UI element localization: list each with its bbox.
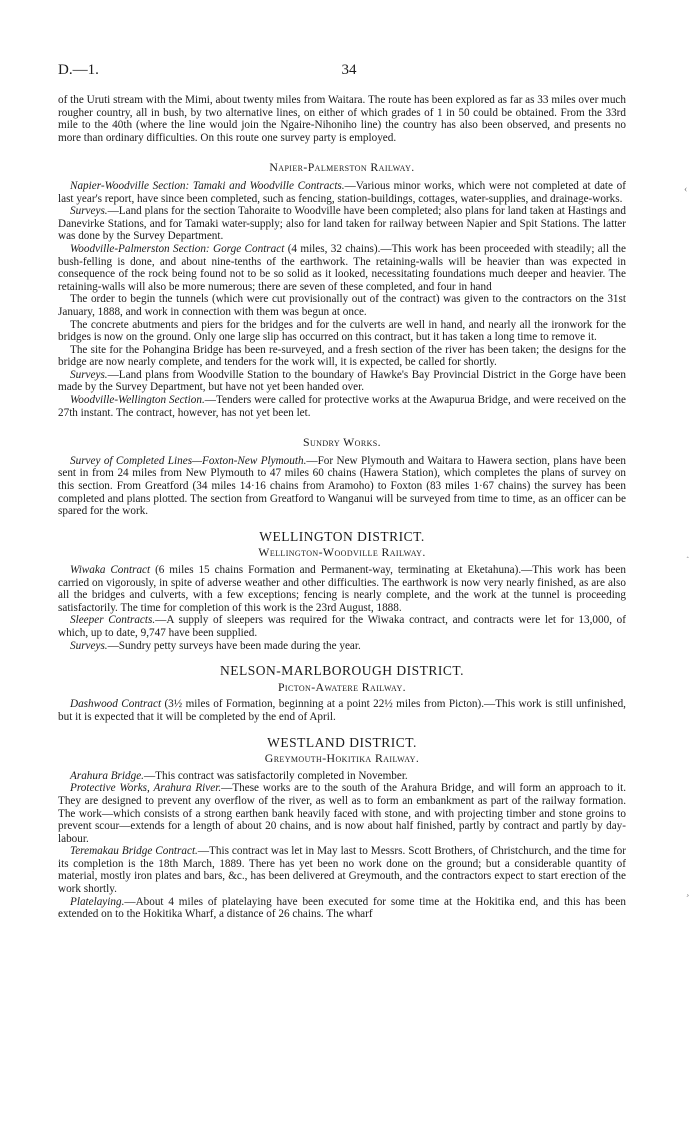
paragraph-lead: Surveys. [70, 205, 108, 218]
district-heading: WELLINGTON DISTRICT. [259, 528, 425, 544]
paragraph [58, 614, 626, 639]
paragraph [58, 369, 626, 394]
paragraph [58, 896, 626, 921]
paragraph [58, 394, 626, 419]
railway-heading: Greymouth-Hokitika Railway. [264, 751, 420, 766]
paragraph-lead: Platelaying. [70, 895, 125, 908]
paragraph-text: —For New Plymouth and Waitara to Hawera section, plans have been sent in from 24 miles from New Plymouth to 47 miles 60 chains (Hawera Station), which completes the plans of survey on this section. From Greatford (34 miles 14·16 chains from Aramoho) to Foxton (83 miles 1·67 chains) the survey has been completed and plans plotted. The section from Greatford to Wanganui will be surveyed from time to time, as an officer can be spared for the work. [58, 454, 626, 518]
paragraph-lead: Sleeper Contracts. [70, 614, 156, 627]
paragraph: The order to begin the tunnels (which were cut provisionally out of the contract) was given to the contractors on the 31st January, 1888, and work in connection with them was begun at once. [58, 293, 626, 318]
paragraph: The concrete abutments and piers for the bridges and for the culverts are well in hand, and nearly all the ironwork for the bridges is now on the ground. Only one large slip has occurred on this contract, but it has taken a long time to remove it. [58, 318, 626, 344]
paragraph-lead: Woodville-Wellington Section. [70, 394, 205, 407]
paragraph-text: —This contract was satisfactorily completed in November. [143, 769, 408, 782]
paragraph-text: —This contract was let in May last to Messrs. Scott Brothers, of Christchurch, and the time for its completion is the 18th March, 1889. There has yet been no work done on the ground; but a considerable quantity of material, mostly iron plates and bars, &c., has been delivered at Greymouth, and the contractors expect to start erection of the work shortly. [58, 845, 626, 896]
paragraph-lead: Woodville-Palmerston Section: Gorge Contract [70, 242, 285, 255]
paragraph-text: (6 miles 15 chains Formation and Permanent-way, terminating at Eketahuna).—This work has been carried on vigorously, in spite of adverse weather and other difficulties. The earthwork is now very nearly finished, as are also all the bridges and culverts, with a few exceptions; fencing is nearly complete, and the work at the tunnel is proceeding satisfactorily. The time for completion of this work is the 23rd August, 1888. [58, 564, 626, 614]
paragraph-text: (3½ miles of Formation, beginning at a point 22½ miles from Picton).—This work is still unfinished, but it is expected that it will be completed by the end of April. [58, 698, 626, 723]
district-heading: WESTLAND DISTRICT. [267, 734, 417, 750]
paragraph [58, 845, 626, 895]
paragraph [58, 205, 626, 243]
section-heading: Sundry Works. [303, 435, 381, 450]
paragraph [58, 180, 626, 205]
margin-mark: ¸ [686, 886, 690, 897]
paragraph [58, 564, 626, 614]
paragraph-lead: Surveys. [70, 639, 108, 652]
district-heading: NELSON-MARLBOROUGH DISTRICT. [219, 663, 464, 679]
paragraph-text: —Sundry petty surveys have been made during the year. [107, 639, 361, 652]
report-body [58, 94, 626, 921]
paragraph-text: —About 4 miles of platelaying have been executed for some time at the Hokitika end, and this has been extended on to the Hokitika Wharf, a distance of 26 chains. The wharf [58, 895, 626, 921]
paragraph-text: —Land plans for the section Tahoraite to Woodville have been completed; also plans for land taken at Hastings and Danevirke Stations, and for Tamaki water-supply; also for land taken for railway between Napier and Spit Stations. The latter was done by the Survey Department. [58, 205, 626, 243]
margin-mark: ‹ [684, 184, 688, 195]
paragraph [58, 782, 626, 845]
paragraph-lead: Arahura Bridge. [70, 769, 144, 782]
paragraph-lead: Protective Works, Arahura River. [70, 782, 222, 795]
paragraph-lead: Teremakau Bridge Contract. [70, 845, 198, 858]
railway-heading: Picton-Awatere Railway. [277, 679, 407, 694]
paragraph-lead: Napier-Woodville Section: Tamaki and Woodville Contracts. [70, 179, 345, 192]
paragraph: The site for the Pohangina Bridge has been re-surveyed, and a fresh section of the river has been taken; the designs for the bridge are now nearly complete, and tenders for the work will, it is expected, be called for shortly. [58, 343, 626, 369]
paragraph-text: —Tenders were called for protective works at the Awapurua Bridge, and were received on the 27th instant. The contract, however, has not yet been let. [58, 394, 626, 419]
paragraph-lead: Wiwaka Contract [70, 564, 151, 576]
document-reference: D.—1. [58, 62, 99, 78]
section-heading: Napier-Palmerston Railway. [269, 160, 415, 175]
paragraph: of the Uruti stream with the Mimi, about twenty miles from Waitara. The route has been explored as far as 33 miles over much rougher country, all in bush, by two alternative lines, on either of which grades of 1 in 50 could be obtained. From the 33rd mile to the 40th (where the line would join the Ngaire-Nihoniho line) the country has also been observed, and presents no more than ordinary difficulties. On this route one survey party is employed. [58, 94, 626, 144]
railway-heading: Wellington-Woodville Railway. [258, 545, 426, 560]
paragraph-lead: Surveys. [70, 368, 108, 381]
paragraph-text: (4 miles, 32 chains).—This work has been proceeded with steadily; all the bush-felling is done, and about nine-tenths of the earthwork. The retaining-walls will be heavier than was expected in consequence of the rock being found not to be so solid as it looked, necessitating foundations much deeper and heavier. The retaining-walls will also be more numerous; there are seven of these completed, and four in hand [58, 242, 626, 293]
paragraph-lead: Dashwood Contract [70, 698, 162, 711]
paragraph-text: —A supply of sleepers was required for the Wiwaka contract, and contracts were let for 13,000, of which, up to date, 9,747 have been supplied. [58, 614, 626, 639]
paragraph-text: —Land plans from Woodville Station to the boundary of Hawke's Bay Provincial District in the Gorge have been made by the Survey Department, but have not yet been handed over. [58, 368, 626, 394]
paragraph-text: —These works are to the south of the Arahura Bridge, and will form an approach to it. They are designed to prevent any overflow of the river, as well as to form an embankment as part of the railway formation. The work—which consists of a strong earthen bank heavily faced with stone, and with projecting timber and stone groins to prevent scour—extends for a length of about 20 chains, and is now about half finished, partly by contract and partly by day-labour. [58, 782, 626, 845]
margin-mark: ˰ [686, 548, 690, 559]
paragraph-lead: Survey of Completed Lines—Foxton-New Plymouth. [70, 454, 307, 467]
paragraph [58, 243, 626, 293]
page-number: 34 [341, 62, 357, 78]
paragraph-text: —Various minor works, which were not completed at date of last year's report, have since been completed, such as fencing, station-buildings, cottages, water-supplies, and drainage-works. [58, 179, 626, 205]
page-header [58, 62, 640, 82]
paragraph [58, 698, 626, 723]
paragraph [58, 640, 626, 653]
paragraph [58, 455, 626, 518]
paragraph [58, 770, 626, 783]
